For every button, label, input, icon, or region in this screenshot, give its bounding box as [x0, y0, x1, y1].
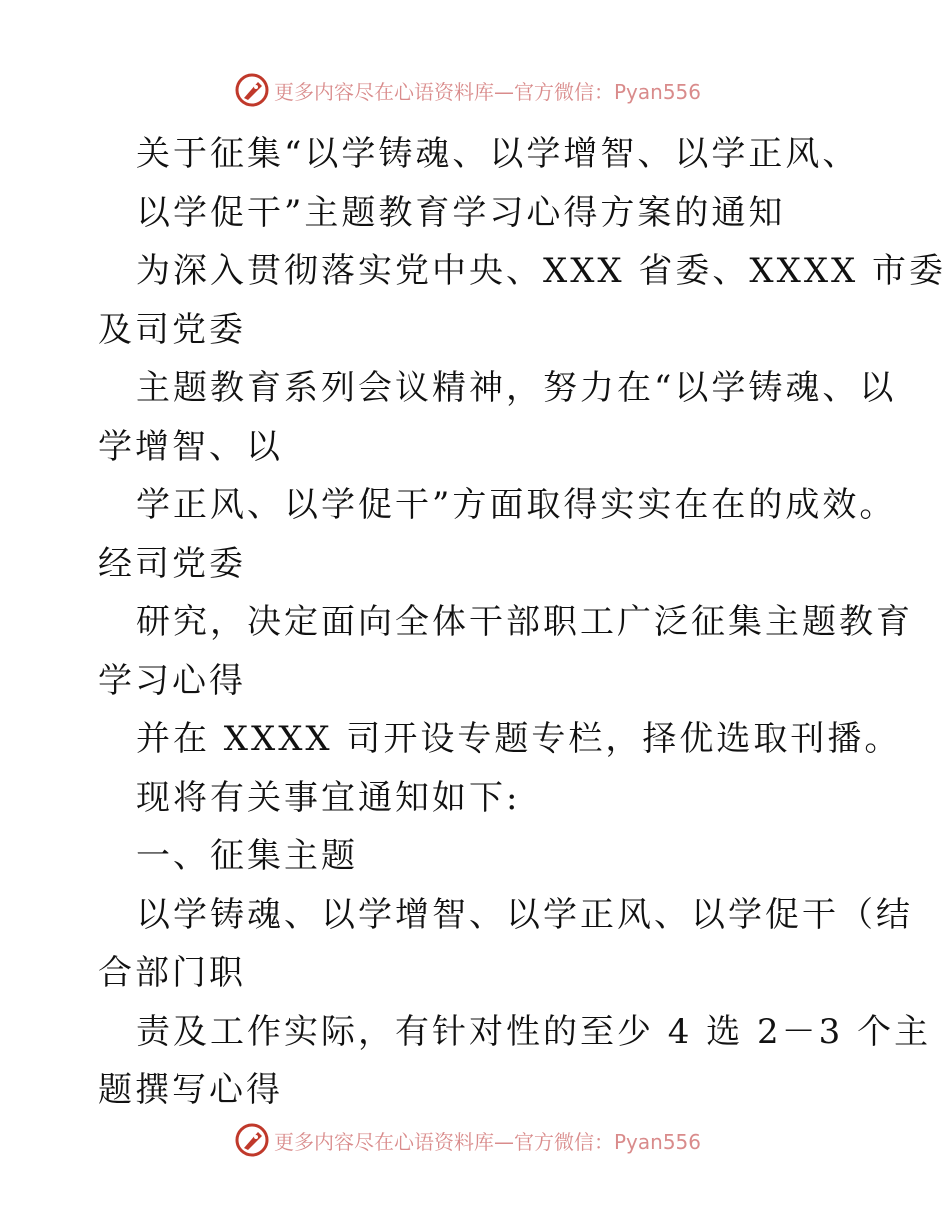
document-line: 合部门职	[98, 953, 246, 993]
header-banner-wechat: 官方微信：Pyan556	[514, 79, 702, 104]
document-line: 一、征集主题	[136, 836, 358, 876]
footer-banner-wechat: 官方微信：Pyan556	[514, 1129, 702, 1154]
document-line: 关于征集“以学铸魂、以学增智、以学正风、	[136, 134, 860, 174]
document-line: 学习心得	[98, 660, 246, 701]
pen-nib-logo-icon	[234, 1122, 270, 1158]
document-line: 学增智、以	[98, 426, 283, 467]
footer-banner	[234, 1120, 701, 1160]
document-line: 以学促干”主题教育学习心得方案的通知	[136, 192, 786, 233]
footer-banner-separator: —	[494, 1129, 514, 1154]
document-line: 为深入贯彻落实党中央、XXX 省委、XXXX 市委	[136, 251, 947, 291]
document-line: 及司党委	[98, 309, 246, 350]
document-line: 现将有关事宜通知如下:	[136, 777, 521, 818]
header-banner	[234, 70, 701, 110]
pen-nib-logo-icon	[234, 72, 270, 108]
footer-banner-text	[274, 1126, 701, 1155]
document-line: 并在 XXXX 司开设专题专栏，择优选取刊播。	[136, 719, 902, 759]
document-line: 研究，决定面向全体干部职工广泛征集主题教育	[136, 602, 913, 642]
document-line: 以学铸魂、以学增智、以学正风、以学促干（结	[136, 894, 913, 935]
footer-banner-title: 更多内容尽在心语资料库	[274, 1129, 494, 1154]
header-banner-title: 更多内容尽在心语资料库	[274, 79, 494, 104]
document-line: 主题教育系列会议精神，努力在“以学铸魂、以	[136, 368, 897, 408]
header-banner-separator: —	[494, 79, 514, 104]
document-line: 经司党委	[98, 543, 246, 584]
header-banner-text	[274, 76, 701, 105]
document-line: 学正风、以学促干”方面取得实实在在的成效。	[136, 485, 897, 525]
document-line: 责及工作实际，有针对性的至少 4 选 2－3 个主	[136, 1011, 932, 1052]
document-body	[98, 125, 947, 1120]
document-line: 题撰写心得	[98, 1070, 283, 1110]
